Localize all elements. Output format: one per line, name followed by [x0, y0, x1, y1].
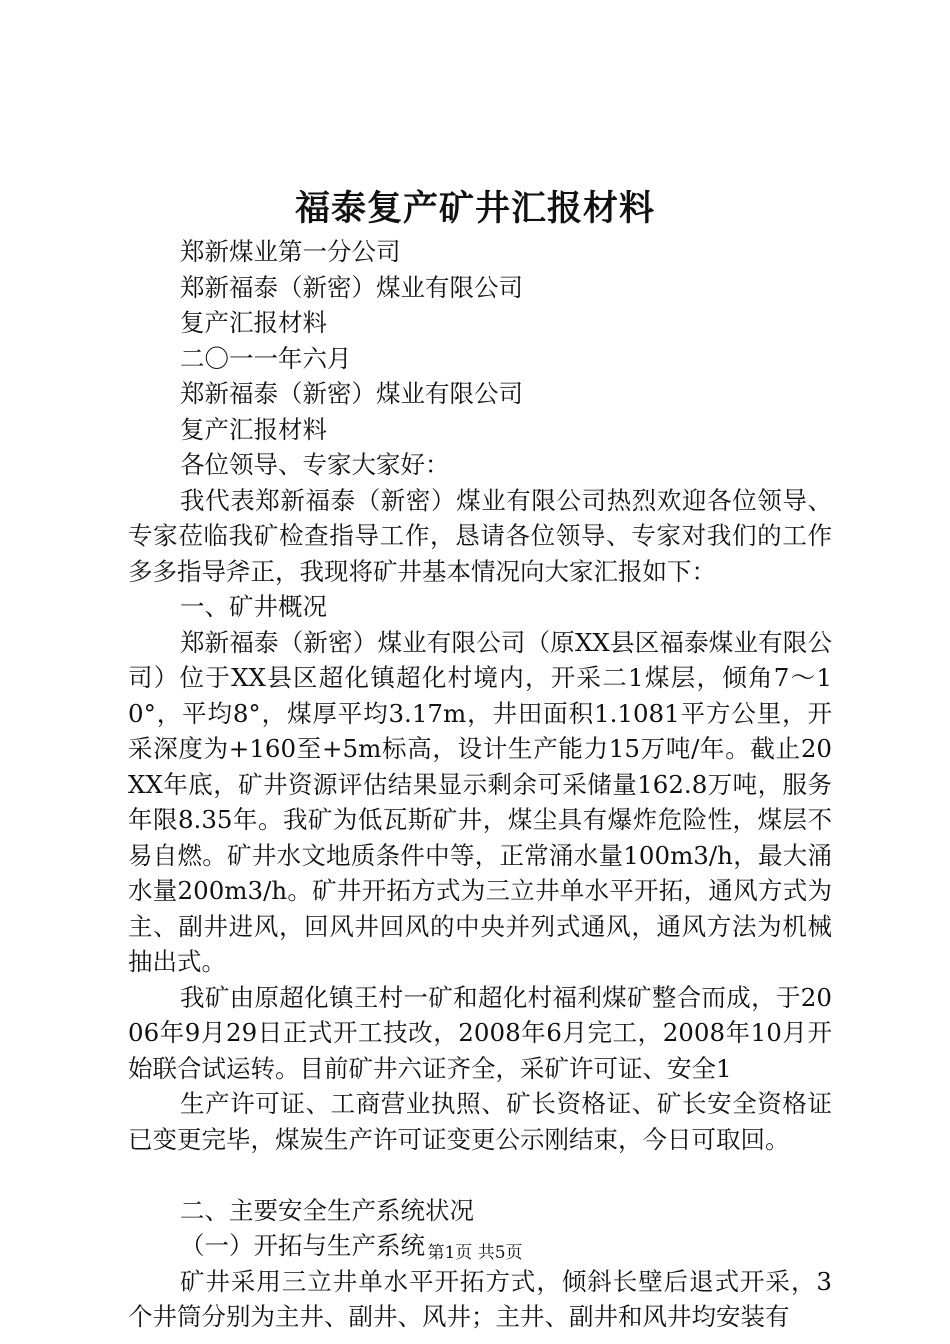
subsection1-paragraph: 矿井采用三立井单水平开拓方式，倾斜长壁后退式开采，3个井筒分别为主井、副井、风井；主井、副井和风井均安装有	[128, 1266, 832, 1331]
document-body	[128, 234, 832, 1335]
section1-paragraph-overview: 郑新福泰（新密）煤业有限公司（原XX县区福泰煤业有限公司）位于XX县区超化镇超化村境内，开采二1煤层，倾角7～10°，平均8°，煤厚平均3.17m，井田面积1.1081平方公里，开采深度为+160至+5m标高，设计生产能力15万吨/年。截止20XX年底，矿井资源评估结果显示剩余可采储量162.8万吨，服务年限8.35年。我矿为低瓦斯矿井，煤尘具有爆炸危险性，煤层不易自燃。矿井水文地质条件中等，正常涌水量100m3/h，最大涌水量200m3/h。矿井开拓方式为三立井单水平开拓，通风方式为主、副井进风，回风井回风的中央并列式通风，通风方法为机械抽出式。	[128, 627, 832, 976]
header-line-subsidiary: 郑新福泰（新密）煤业有限公司	[180, 272, 523, 302]
section1-paragraph-licenses: 生产许可证、工商营业执照、矿长资格证、矿长安全资格证已变更完毕，煤炭生产许可证变更公示刚结束，今日可取回。	[128, 1089, 832, 1154]
header-line-report-repeat: 复产汇报材料	[180, 414, 327, 444]
header-line-company: 郑新煤业第一分公司	[180, 237, 401, 266]
page-footer: 第1页 共5页	[427, 1243, 523, 1263]
paragraph-gap	[128, 1157, 832, 1193]
document-title: 福泰复产矿井汇报材料	[294, 188, 655, 229]
header-line-date: 二〇一一年六月	[180, 343, 352, 373]
section1-paragraph-history: 我矿由原超化镇王村一矿和超化村福利煤矿整合而成，于2006年9月29日正式开工技改，2008年6月完工，2008年10月开始联合试运转。目前矿井六证齐全，采矿许可证、安全1	[128, 982, 832, 1083]
intro-paragraph: 我代表郑新福泰（新密）煤业有限公司热烈欢迎各位领导、专家莅临我矿检查指导工作，恳请各位领导、专家对我们的工作多多指导斧正，我现将矿井基本情况向大家汇报如下：	[128, 485, 832, 586]
section1-heading: 一、矿井概况	[180, 592, 327, 621]
header-line-subsidiary-repeat: 郑新福泰（新密）煤业有限公司	[180, 379, 523, 408]
header-line-report: 复产汇报材料	[180, 308, 327, 337]
greeting-line: 各位领导、专家大家好：	[180, 450, 450, 479]
section2-heading: 二、主要安全生产系统状况	[180, 1195, 474, 1225]
subsection1-heading: （一）开拓与生产系统	[180, 1231, 425, 1260]
